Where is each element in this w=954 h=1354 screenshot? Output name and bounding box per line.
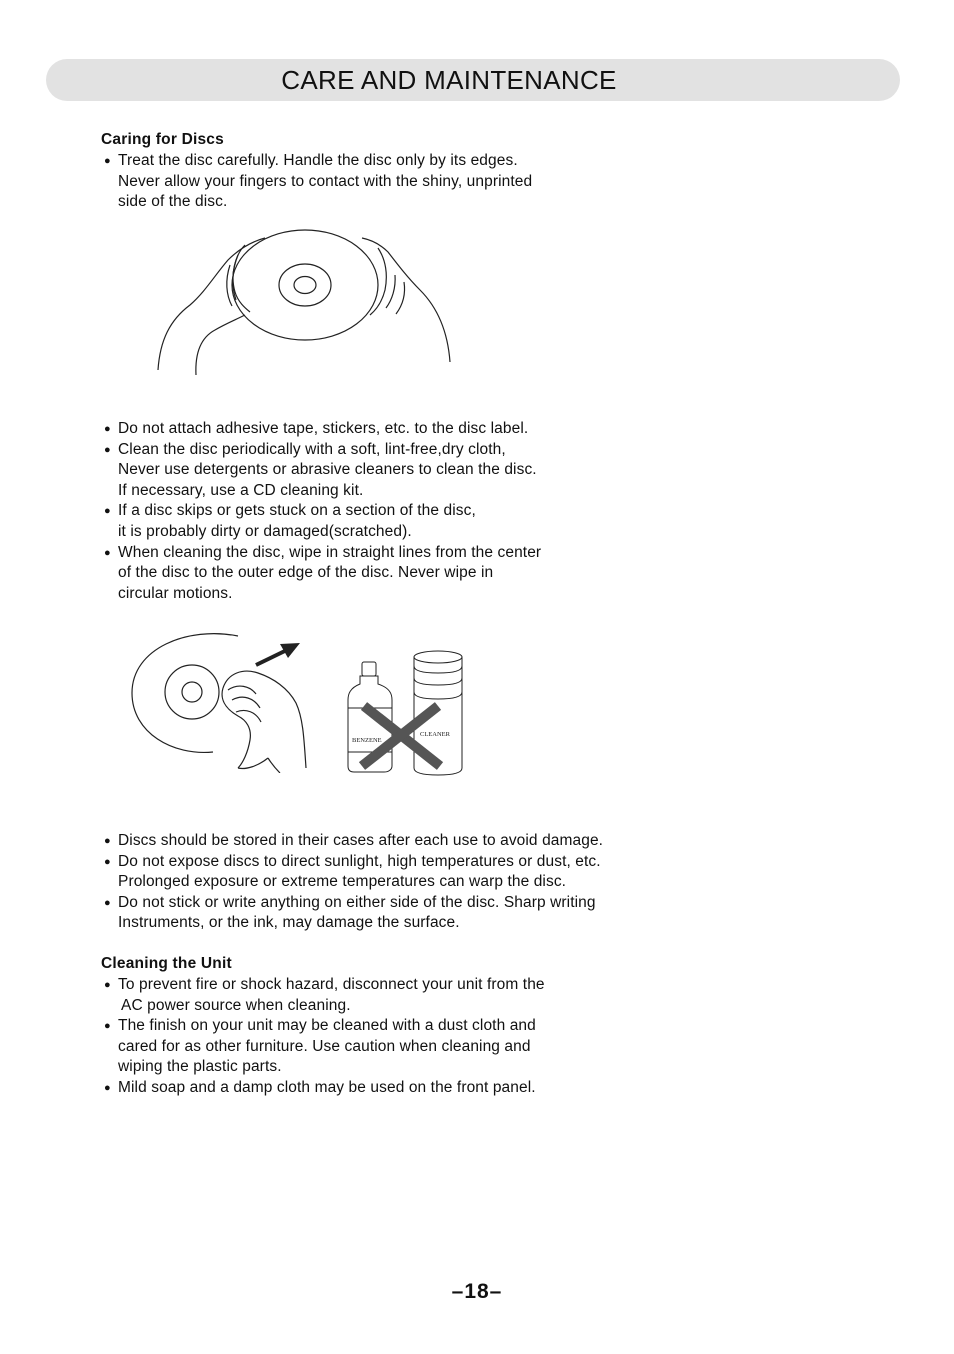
section-title-caring-for-discs: Caring for Discs — [101, 131, 224, 148]
list-item: ● When cleaning the disc, wipe in straight lines from the center of the disc to the outer edge of the disc. Never wipe in circular motions. — [104, 543, 542, 602]
bottle-label: BENZENE — [352, 737, 382, 744]
bullet-icon: ● — [104, 835, 111, 847]
bullet-icon: ● — [104, 155, 111, 167]
page-number: –18– — [451, 1280, 503, 1303]
bullet-icon: ● — [104, 1020, 111, 1033]
hands-holding-disc-illustration — [150, 220, 460, 380]
section-title-cleaning-the-unit: Cleaning the Unit — [101, 955, 232, 972]
list-item: ● Do not expose discs to direct sunlight, high temperatures or dust, etc. Prolonged exposure or extreme temperatures can warp the disc. — [104, 852, 601, 891]
bullet-icon: ● — [104, 423, 111, 435]
bullet-icon: ● — [104, 443, 111, 456]
bullet-icon: ● — [104, 546, 111, 559]
bullet-icon: ● — [104, 1082, 111, 1094]
list-item: ● If a disc skips or gets stuck on a section of the disc, it is probably dirty or damaged(scratched). — [104, 502, 476, 540]
list-item: ● To prevent fire or shock hazard, disconnect your unit from the AC power source when cleaning. — [104, 976, 545, 1014]
bullet-icon: ● — [104, 855, 111, 868]
list-item: ● Discs should be stored in their cases after each use to avoid damage. — [104, 831, 603, 852]
list-item: ● Treat the disc carefully. Handle the disc only by its edges. Never allow your fingers to contact with the shiny, unprinted side of the disc. — [104, 152, 533, 211]
bullet-icon: ● — [104, 979, 111, 991]
list-item: ● Do not stick or write anything on either side of the disc. Sharp writing Instruments, or the ink, may damage the surface. — [104, 893, 596, 932]
no-solvents-illustration — [342, 648, 467, 778]
can-label: CLEANER — [420, 731, 450, 738]
page-title: CARE AND MAINTENANCE — [281, 65, 617, 95]
list-item: ● Mild soap and a damp cloth may be used on the front panel. — [104, 1078, 536, 1099]
wiping-disc-illustration — [128, 628, 318, 773]
list-item: ● The finish on your unit may be cleaned with a dust cloth and cared for as other furniture. Use caution when cleaning and wiping the plastic parts. — [104, 1017, 536, 1076]
bullet-icon: ● — [104, 896, 111, 909]
header-bar — [46, 59, 900, 101]
list-item: ● Do not attach adhesive tape, stickers, etc. to the disc label. — [104, 419, 528, 440]
bullet-icon: ● — [104, 505, 111, 518]
list-item: ● Clean the disc periodically with a soft, lint-free,dry cloth, Never use detergents or abrasive cleaners to clean the disc. If necessary, use a CD cleaning kit. — [104, 440, 537, 499]
